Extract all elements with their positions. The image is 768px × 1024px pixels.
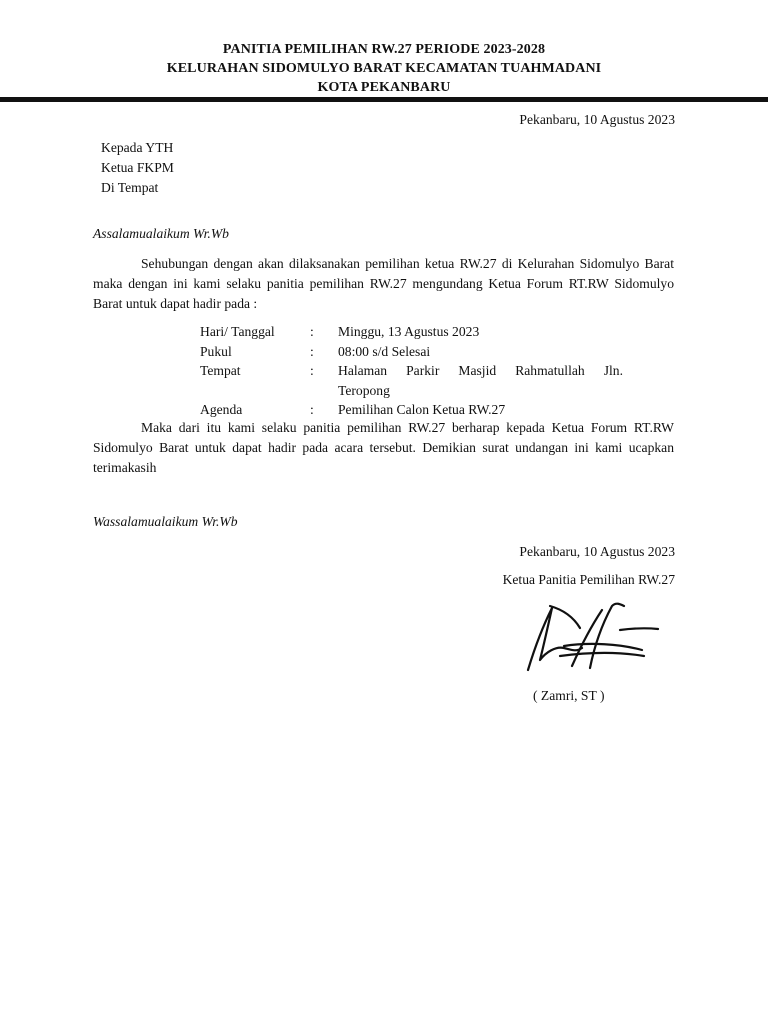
handwritten-signature (520, 598, 665, 676)
recipient-block (101, 138, 174, 198)
detail-row-date (200, 322, 623, 342)
opening-greeting: Assalamualaikum Wr.Wb (93, 226, 229, 241)
detail-value-line-1: Halaman Parkir Masjid Rahmatullah Jln. (338, 363, 623, 378)
detail-label: Hari/ Tanggal (200, 324, 275, 339)
detail-colon: : (310, 324, 314, 339)
detail-label: Agenda (200, 402, 243, 417)
body-paragraph-2: Maka dari itu kami selaku panitia pemilihan RW.27 berharap kepada Ketua Forum RT.RW Sidomulyo Barat untuk dapat hadir pada acara tersebut. Demikian surat undangan ini kami ucapkan terimakasih (93, 420, 674, 475)
closing-greeting: Wassalamualaikum Wr.Wb (93, 514, 238, 529)
signatory-name: ( Zamri, ST ) (533, 688, 605, 703)
event-details (200, 322, 623, 420)
detail-label: Tempat (200, 363, 241, 378)
letterhead-divider (0, 97, 768, 102)
letter-date: Pekanbaru, 10 Agustus 2023 (519, 112, 675, 127)
detail-value: Pemilihan Calon Ketua RW.27 (338, 402, 506, 417)
recipient-line-1: Kepada YTH (101, 140, 174, 155)
detail-colon: : (310, 402, 314, 417)
detail-row-agenda (200, 400, 623, 420)
detail-value-line-2: Teropong (338, 382, 390, 398)
detail-value (338, 361, 623, 400)
letterhead (0, 40, 768, 97)
recipient-line-2: Ketua FKPM (101, 160, 174, 175)
letterhead-line-3: KOTA PEKANBARU (317, 80, 451, 95)
detail-colon: : (310, 363, 314, 378)
detail-colon: : (310, 343, 314, 359)
letterhead-line-2: KELURAHAN SIDOMULYO BARAT KECAMATAN TUAHMADANI (166, 61, 602, 76)
detail-label: Pukul (200, 343, 232, 359)
detail-row-time (200, 342, 623, 362)
detail-value: 08:00 s/d Selesai (338, 343, 431, 359)
signature-date: Pekanbaru, 10 Agustus 2023 (519, 544, 675, 559)
recipient-line-3: Di Tempat (101, 180, 159, 195)
detail-value: Minggu, 13 Agustus 2023 (338, 324, 480, 339)
signatory-role: Ketua Panitia Pemilihan RW.27 (502, 572, 675, 587)
body-paragraph-1: Sehubungan dengan akan dilaksanakan pemilihan ketua RW.27 di Kelurahan Sidomulyo Barat maka dengan ini kami selaku panitia pemilihan RW.27 mengundang Ketua Forum RT.RW Sidomulyo Barat untuk dapat hadir pada : (93, 256, 674, 311)
letterhead-line-1: PANITIA PEMILIHAN RW.27 PERIODE 2023-2028 (222, 42, 546, 57)
detail-row-place (200, 361, 623, 400)
